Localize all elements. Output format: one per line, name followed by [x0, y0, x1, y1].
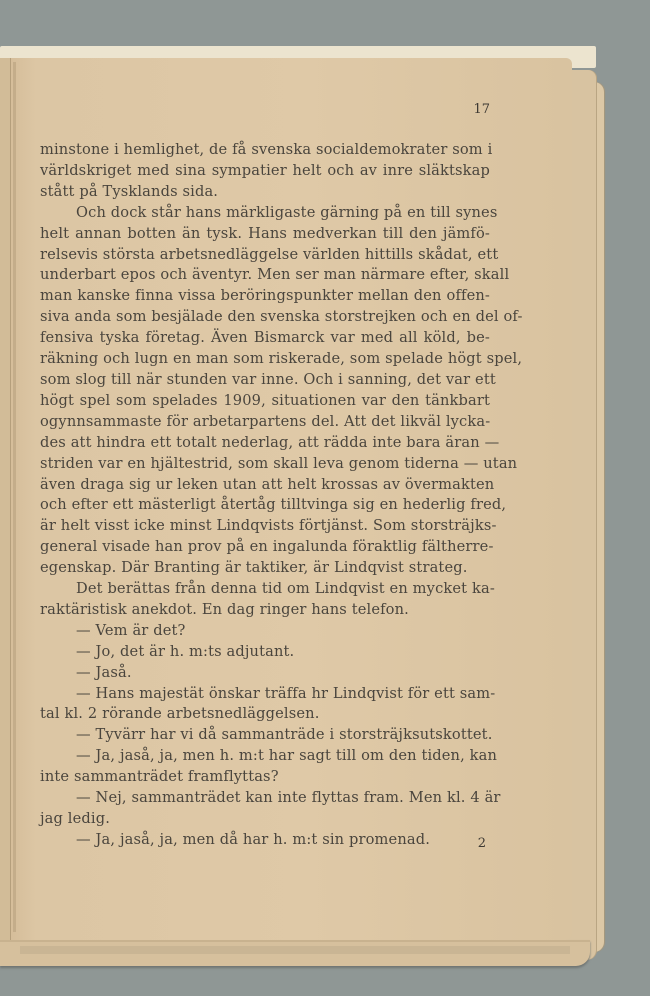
text-line: även draga sig ur leken utan att helt krossas av övermakten [40, 475, 495, 493]
signature-mark: 2 [477, 836, 486, 851]
text-line: inte sammanträdet framflyttas? [40, 768, 279, 786]
text-line: — Jaså. [76, 663, 132, 681]
text-line: Det berättas från denna tid om Lindqvist en mycket ka- [76, 580, 495, 598]
text-line: fensiva tyska företag. Även Bismarck var med all köld, be- [40, 329, 490, 347]
text-line: helt annan botten än tysk. Hans medverkan till den jämfö- [40, 224, 490, 242]
text-line: Och dock står hans märkligaste gärning på en till synes [76, 203, 498, 221]
text-line: är helt visst icke minst Lindqvists förtjänst. Som storsträjks- [40, 517, 497, 535]
text-line: tal kl. 2 rörande arbetsnedläggelsen. [40, 705, 320, 723]
text-line: räkning och lugn en man som riskerade, som spelade högt spel, [40, 350, 523, 368]
text-line: man kanske finna vissa beröringspunkter mellan den offen- [40, 287, 490, 305]
body-text [40, 140, 523, 851]
text-line: relsevis största arbetsnedläggelse världen hittills skådat, ett [40, 245, 499, 263]
bottom-page-edge-inner [20, 946, 570, 954]
text-line: underbart epos och äventyr. Men ser man närmare efter, skall [40, 266, 510, 284]
text-line: siva anda som besjälade den svenska storstrejken och en del of- [40, 308, 523, 326]
text-line: högt spel som spelades 1909, situationen var den tänkbart [40, 391, 490, 409]
text-line: raktäristisk anekdot. En dag ringer hans telefon. [40, 600, 409, 618]
text-line: minstone i hemlighet, de få svenska socialdemokrater som i [40, 141, 493, 158]
text-line: jag ledig. [40, 810, 111, 827]
text-line: och efter ett mästerligt återtåg tilltvinga sig en hederlig fred, [40, 496, 507, 514]
text-line: stått på Tysklands sida. [40, 182, 219, 200]
page-number: 17 [473, 102, 490, 117]
text-line: som slog till när stunden var inne. Och i sanning, det var ett [40, 370, 496, 388]
text-line: general visade han prov på en ingalunda föraktlig fältherre- [40, 538, 494, 556]
text-line: — Nej, sammanträdet kan inte flyttas fram. Men kl. 4 är [76, 789, 501, 807]
text-line: — Tyvärr har vi då sammanträde i storsträjksutskottet. [76, 726, 493, 744]
text-line: des att hindra ett totalt nederlag, att rädda inte bara äran — [40, 433, 500, 451]
text-line: — Ja, jaså, ja, men h. m:t har sagt till om den tiden, kan [76, 747, 498, 765]
text-line: — Ja, jaså, ja, men då har h. m:t sin promenad. [76, 830, 431, 848]
text-line: världskriget med sina sympatier helt och av inre släktskap [40, 161, 490, 179]
text-line: — Jo, det är h. m:ts adjutant. [76, 642, 295, 660]
text-line: — Vem är det? [76, 621, 186, 639]
text-line: striden var en hjältestrid, som skall leva genom tiderna — utan [40, 454, 518, 472]
text-line: — Hans majestät önskar träffa hr Lindqvist för ett sam- [76, 684, 496, 702]
text-line: egenskap. Där Branting är taktiker, är Lindqvist strateg. [40, 559, 468, 577]
text-line: ogynnsammaste för arbetarpartens del. Att det likväl lycka- [40, 412, 491, 430]
binding-edge [0, 58, 11, 940]
page-fold [13, 62, 16, 932]
